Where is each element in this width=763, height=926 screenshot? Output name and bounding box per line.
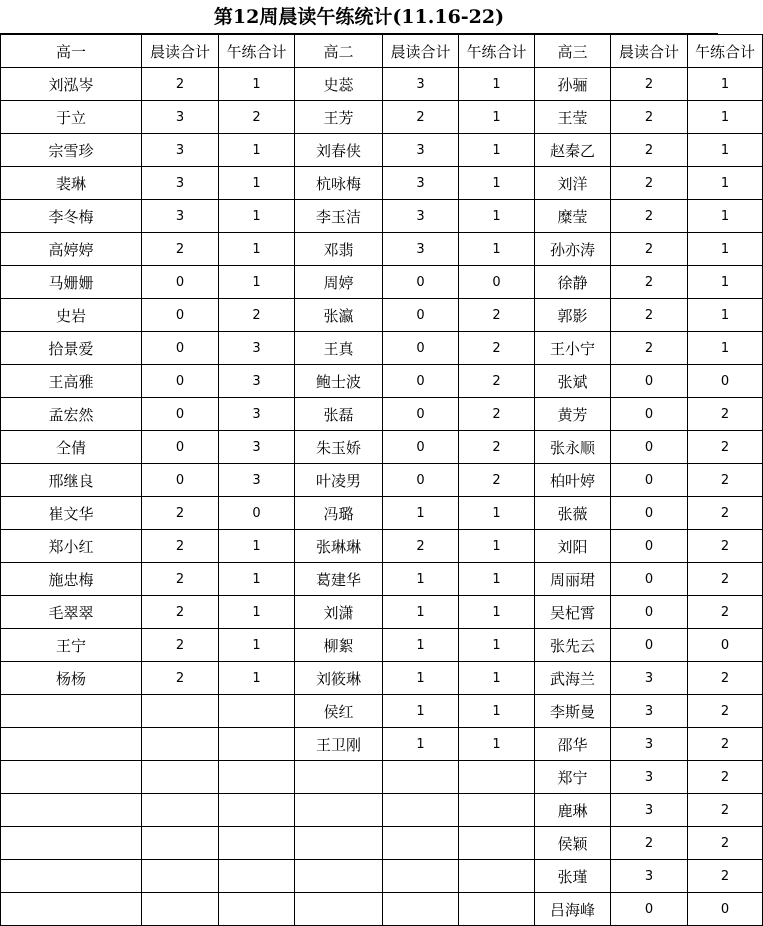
name-cell: 高婷婷 [1,233,142,266]
header-cell: 高一 [1,35,142,68]
table-row [1,893,763,926]
count-cell: 3 [383,167,459,200]
count-cell: 1 [219,200,295,233]
table-row [1,695,763,728]
name-cell [1,794,142,827]
name-cell: 周婷 [295,266,383,299]
count-cell: 2 [611,167,688,200]
name-cell: 张薇 [535,497,611,530]
count-cell: 0 [688,893,763,926]
count-cell: 2 [459,332,535,365]
name-cell: 葛建华 [295,563,383,596]
count-cell: 2 [688,431,763,464]
count-cell [219,860,295,893]
count-cell: 3 [142,167,219,200]
name-cell: 张先云 [535,629,611,662]
count-cell [142,794,219,827]
name-cell: 李斯曼 [535,695,611,728]
count-cell: 0 [142,431,219,464]
count-cell: 3 [142,200,219,233]
table-row [1,233,763,266]
table-row [1,398,763,431]
count-cell: 3 [611,860,688,893]
count-cell: 2 [142,497,219,530]
count-cell [219,893,295,926]
name-cell: 糜莹 [535,200,611,233]
count-cell: 3 [611,761,688,794]
count-cell: 3 [219,431,295,464]
count-cell: 0 [611,464,688,497]
count-cell: 3 [383,233,459,266]
name-cell: 刘洋 [535,167,611,200]
name-cell: 张斌 [535,365,611,398]
count-cell: 2 [688,761,763,794]
name-cell: 邢继良 [1,464,142,497]
count-cell: 2 [142,68,219,101]
stats-table [0,34,763,926]
table-row [1,200,763,233]
count-cell: 2 [611,299,688,332]
count-cell [459,794,535,827]
name-cell: 孟宏然 [1,398,142,431]
name-cell: 刘筱琳 [295,662,383,695]
count-cell: 2 [688,827,763,860]
count-cell: 2 [142,233,219,266]
count-cell: 3 [611,794,688,827]
table-row [1,365,763,398]
count-cell: 1 [459,728,535,761]
name-cell [295,860,383,893]
count-cell [383,860,459,893]
count-cell: 0 [383,365,459,398]
count-cell: 1 [459,167,535,200]
name-cell: 杨杨 [1,662,142,695]
count-cell: 2 [459,398,535,431]
name-cell: 叶凌男 [295,464,383,497]
count-cell: 0 [142,266,219,299]
name-cell: 张琳琳 [295,530,383,563]
name-cell: 朱玉娇 [295,431,383,464]
name-cell: 刘潇 [295,596,383,629]
name-cell: 王宁 [1,629,142,662]
name-cell [1,695,142,728]
count-cell: 3 [142,134,219,167]
count-cell: 0 [142,299,219,332]
name-cell: 武海兰 [535,662,611,695]
name-cell: 吕海峰 [535,893,611,926]
header-cell: 晨读合计 [142,35,219,68]
count-cell: 0 [142,332,219,365]
table-row [1,530,763,563]
count-cell [142,761,219,794]
table-row [1,134,763,167]
count-cell [219,728,295,761]
count-cell: 2 [688,728,763,761]
count-cell: 3 [611,662,688,695]
count-cell: 2 [688,530,763,563]
count-cell [459,761,535,794]
count-cell: 2 [383,101,459,134]
count-cell: 0 [383,431,459,464]
count-cell: 2 [688,464,763,497]
count-cell: 1 [459,200,535,233]
count-cell: 1 [219,596,295,629]
name-cell: 刘春侠 [295,134,383,167]
header-row [1,35,763,68]
count-cell: 2 [611,266,688,299]
table-row [1,629,763,662]
count-cell: 1 [688,68,763,101]
name-cell [1,860,142,893]
count-cell [219,695,295,728]
count-cell: 1 [459,134,535,167]
table-row [1,497,763,530]
name-cell: 侯红 [295,695,383,728]
count-cell: 2 [688,860,763,893]
name-cell: 鲍士波 [295,365,383,398]
count-cell [383,794,459,827]
name-cell: 侯颖 [535,827,611,860]
count-cell: 0 [383,464,459,497]
table-row [1,827,763,860]
count-cell: 2 [611,233,688,266]
count-cell [383,893,459,926]
header-cell: 午练合计 [219,35,295,68]
name-cell: 马姗姗 [1,266,142,299]
count-cell: 2 [142,629,219,662]
name-cell: 仝倩 [1,431,142,464]
name-cell: 李冬梅 [1,200,142,233]
count-cell: 2 [219,101,295,134]
count-cell [219,761,295,794]
count-cell: 0 [688,365,763,398]
count-cell: 2 [611,101,688,134]
count-cell: 1 [219,662,295,695]
name-cell: 孙亦涛 [535,233,611,266]
count-cell [459,893,535,926]
count-cell: 1 [459,101,535,134]
count-cell: 2 [142,563,219,596]
count-cell: 2 [688,662,763,695]
table-row [1,794,763,827]
name-cell: 周丽珺 [535,563,611,596]
table-row [1,299,763,332]
count-cell: 1 [688,233,763,266]
name-cell: 吴杞霄 [535,596,611,629]
table-row [1,68,763,101]
name-cell: 王卫刚 [295,728,383,761]
count-cell: 2 [688,695,763,728]
name-cell: 鹿琳 [535,794,611,827]
table-row [1,101,763,134]
header-cell: 高二 [295,35,383,68]
count-cell: 1 [459,233,535,266]
table-row [1,761,763,794]
name-cell: 王芳 [295,101,383,134]
name-cell: 宗雪珍 [1,134,142,167]
name-cell: 柏叶婷 [535,464,611,497]
count-cell: 1 [383,563,459,596]
count-cell: 1 [383,728,459,761]
count-cell: 0 [611,596,688,629]
count-cell: 0 [219,497,295,530]
count-cell: 1 [219,167,295,200]
name-cell: 王小宁 [535,332,611,365]
count-cell [219,794,295,827]
name-cell: 王真 [295,332,383,365]
name-cell: 郑小红 [1,530,142,563]
table-row [1,431,763,464]
name-cell: 张瀛 [295,299,383,332]
header-cell: 晨读合计 [383,35,459,68]
name-cell: 邓翡 [295,233,383,266]
count-cell: 0 [611,398,688,431]
name-cell: 毛翠翠 [1,596,142,629]
name-cell: 邵华 [535,728,611,761]
name-cell: 李玉洁 [295,200,383,233]
name-cell: 张瑾 [535,860,611,893]
count-cell [142,695,219,728]
count-cell: 1 [383,662,459,695]
count-cell [142,728,219,761]
count-cell: 0 [611,893,688,926]
count-cell: 3 [611,728,688,761]
name-cell: 赵秦乙 [535,134,611,167]
count-cell: 1 [219,629,295,662]
count-cell: 2 [459,299,535,332]
count-cell: 2 [459,365,535,398]
name-cell [1,728,142,761]
count-cell: 1 [459,629,535,662]
count-cell: 2 [219,299,295,332]
sheet-title: 第12周晨读午练统计(11.16-22) [0,0,718,34]
count-cell: 1 [383,629,459,662]
count-cell: 1 [459,497,535,530]
count-cell: 2 [611,827,688,860]
count-cell: 1 [219,530,295,563]
count-cell: 2 [142,662,219,695]
name-cell: 黄芳 [535,398,611,431]
name-cell: 柳絮 [295,629,383,662]
header-cell: 高三 [535,35,611,68]
count-cell: 1 [459,695,535,728]
count-cell: 0 [383,398,459,431]
count-cell: 1 [383,497,459,530]
name-cell [295,794,383,827]
name-cell: 孙骊 [535,68,611,101]
count-cell [142,827,219,860]
count-cell: 3 [142,101,219,134]
count-cell: 1 [459,596,535,629]
name-cell: 王莹 [535,101,611,134]
count-cell: 1 [219,563,295,596]
count-cell: 0 [688,629,763,662]
header-cell: 午练合计 [688,35,763,68]
count-cell: 0 [611,497,688,530]
count-cell [142,860,219,893]
name-cell: 张磊 [295,398,383,431]
count-cell: 3 [611,695,688,728]
table-row [1,662,763,695]
count-cell [459,827,535,860]
name-cell: 冯璐 [295,497,383,530]
count-cell: 0 [142,464,219,497]
table-row [1,332,763,365]
name-cell: 于立 [1,101,142,134]
name-cell: 徐静 [535,266,611,299]
count-cell: 2 [688,794,763,827]
name-cell: 张永顺 [535,431,611,464]
count-cell: 0 [459,266,535,299]
name-cell: 史岩 [1,299,142,332]
count-cell: 1 [459,530,535,563]
count-cell: 2 [142,530,219,563]
name-cell: 杭咏梅 [295,167,383,200]
table-row [1,728,763,761]
count-cell: 2 [459,431,535,464]
table-row [1,167,763,200]
count-cell: 1 [459,662,535,695]
count-cell: 3 [219,398,295,431]
count-cell: 2 [142,596,219,629]
name-cell: 史蕊 [295,68,383,101]
count-cell: 1 [688,299,763,332]
table-row [1,563,763,596]
count-cell: 0 [611,563,688,596]
name-cell [1,827,142,860]
name-cell: 崔文华 [1,497,142,530]
count-cell: 2 [611,200,688,233]
table-row [1,266,763,299]
name-cell: 施忠梅 [1,563,142,596]
count-cell: 2 [688,563,763,596]
count-cell: 0 [611,530,688,563]
count-cell: 0 [142,365,219,398]
count-cell: 0 [383,332,459,365]
name-cell: 王高雅 [1,365,142,398]
count-cell: 2 [459,464,535,497]
count-cell [383,761,459,794]
count-cell: 3 [219,464,295,497]
count-cell: 3 [383,200,459,233]
table-row [1,860,763,893]
count-cell: 1 [459,68,535,101]
name-cell [295,893,383,926]
count-cell: 3 [383,68,459,101]
name-cell [1,893,142,926]
count-cell: 1 [688,332,763,365]
count-cell: 2 [383,530,459,563]
count-cell: 2 [611,134,688,167]
name-cell: 郭影 [535,299,611,332]
count-cell [459,860,535,893]
count-cell: 2 [688,398,763,431]
count-cell: 1 [219,68,295,101]
count-cell: 0 [142,398,219,431]
count-cell: 0 [383,299,459,332]
count-cell [383,827,459,860]
name-cell: 裴琳 [1,167,142,200]
name-cell [1,761,142,794]
count-cell: 1 [688,134,763,167]
name-cell [295,827,383,860]
count-cell [142,893,219,926]
count-cell: 2 [611,68,688,101]
count-cell: 1 [219,233,295,266]
count-cell: 3 [219,365,295,398]
count-cell: 1 [383,596,459,629]
count-cell: 1 [688,200,763,233]
count-cell: 0 [383,266,459,299]
count-cell: 0 [611,365,688,398]
header-cell: 午练合计 [459,35,535,68]
table-row [1,596,763,629]
count-cell: 1 [219,266,295,299]
count-cell: 2 [688,497,763,530]
count-cell: 1 [459,563,535,596]
count-cell: 1 [688,167,763,200]
table-row [1,464,763,497]
count-cell: 1 [688,266,763,299]
count-cell: 1 [219,134,295,167]
name-cell: 刘阳 [535,530,611,563]
count-cell [219,827,295,860]
name-cell [295,761,383,794]
name-cell: 郑宁 [535,761,611,794]
count-cell: 2 [688,596,763,629]
header-cell: 晨读合计 [611,35,688,68]
count-cell: 1 [383,695,459,728]
count-cell: 3 [383,134,459,167]
name-cell: 刘泓岑 [1,68,142,101]
count-cell: 2 [611,332,688,365]
count-cell: 0 [611,629,688,662]
count-cell: 3 [219,332,295,365]
count-cell: 1 [688,101,763,134]
name-cell: 拾景爱 [1,332,142,365]
count-cell: 0 [611,431,688,464]
